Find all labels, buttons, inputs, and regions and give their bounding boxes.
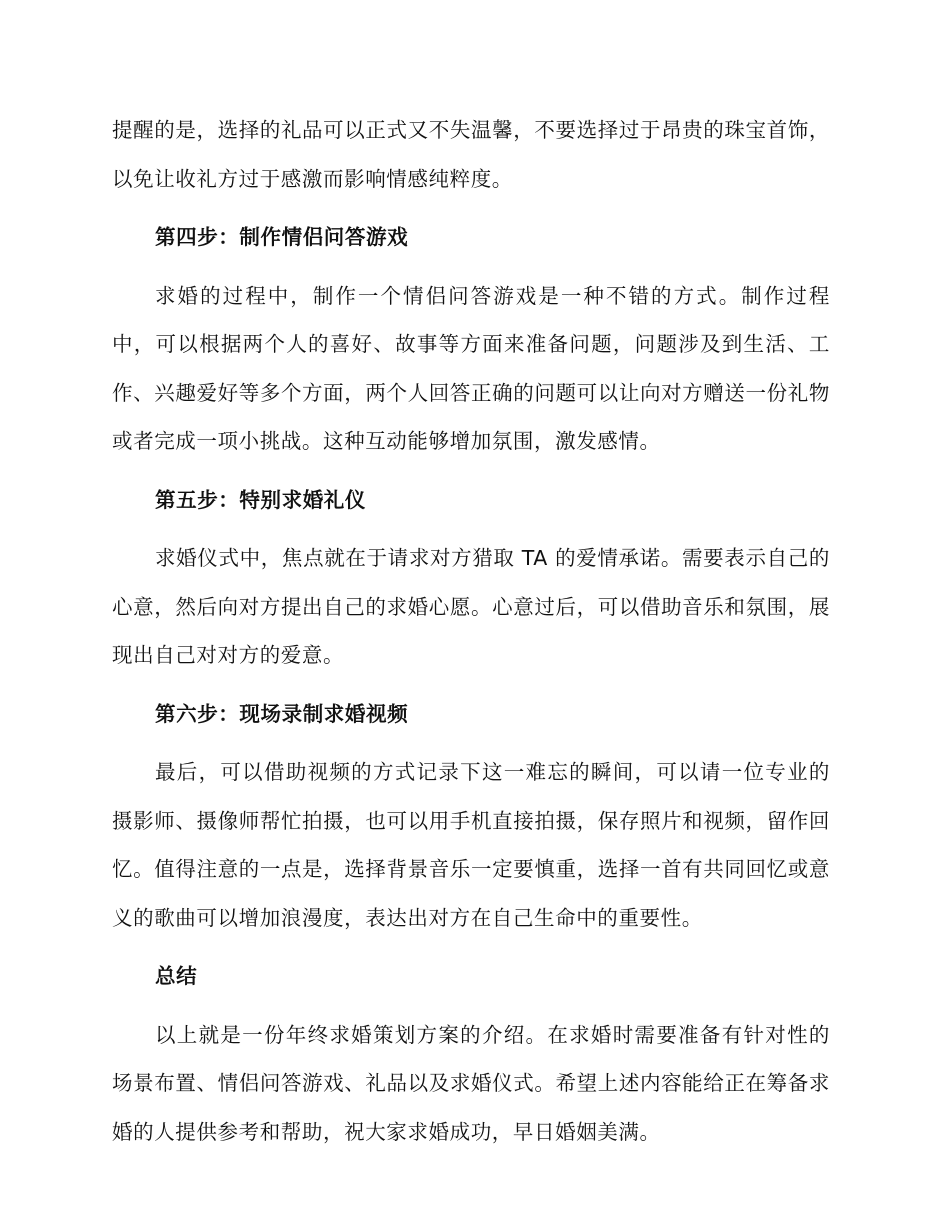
document-page: [112, 106, 830, 1166]
paragraph-ceremony: 求婚仪式中，焦点就在于请求对方猎取 TA 的爱情承诺。需要表示自己的心意，然后向对方提出自己的求婚心愿。心意过后，可以借助音乐和氛围，展现出自己对对方的爱意。: [112, 546, 830, 667]
heading-step-four: 第四步：制作情侣问答游戏: [155, 225, 409, 249]
heading-step-six: 第六步：现场录制求婚视频: [155, 701, 409, 726]
paragraph-video: 最后，可以借助视频的方式记录下这一难忘的瞬间，可以请一位专业的摄影师、摄像师帮忙拍摄，也可以用手机直接拍摄，保存照片和视频，留作回忆。值得注意的一点是，选择背景音乐一定要慎重，选择一首有共同回忆或意义的歌曲可以增加浪漫度，表达出对方在自己生命中的重要性。: [112, 760, 830, 930]
paragraph-summary: 以上就是一份年终求婚策划方案的介绍。在求婚时需要准备有针对性的场景布置、情侣问答游戏、礼品以及求婚仪式。希望上述内容能给正在筹备求婚的人提供参考和帮助，祝大家求婚成功，早日婚姻美满。: [112, 1022, 830, 1144]
paragraph-quiz-game: 求婚的过程中，制作一个情侣问答游戏是一种不错的方式。制作过程中，可以根据两个人的喜好、故事等方面来准备问题，问题涉及到生活、工作、兴趣爱好等多个方面，两个人回答正确的问题可以让向对方赠送一份礼物或者完成一项小挑战。这种互动能够增加氛围，激发感情。: [112, 283, 830, 453]
heading-step-five: 第五步：特别求婚礼仪: [155, 487, 366, 512]
paragraph-gift-advice: 提醒的是，选择的礼品可以正式又不失温馨，不要选择过于昂贵的珠宝首饰，以免让收礼方过于感激而影响情感纯粹度。: [112, 118, 830, 191]
heading-summary: 总结: [155, 964, 198, 988]
